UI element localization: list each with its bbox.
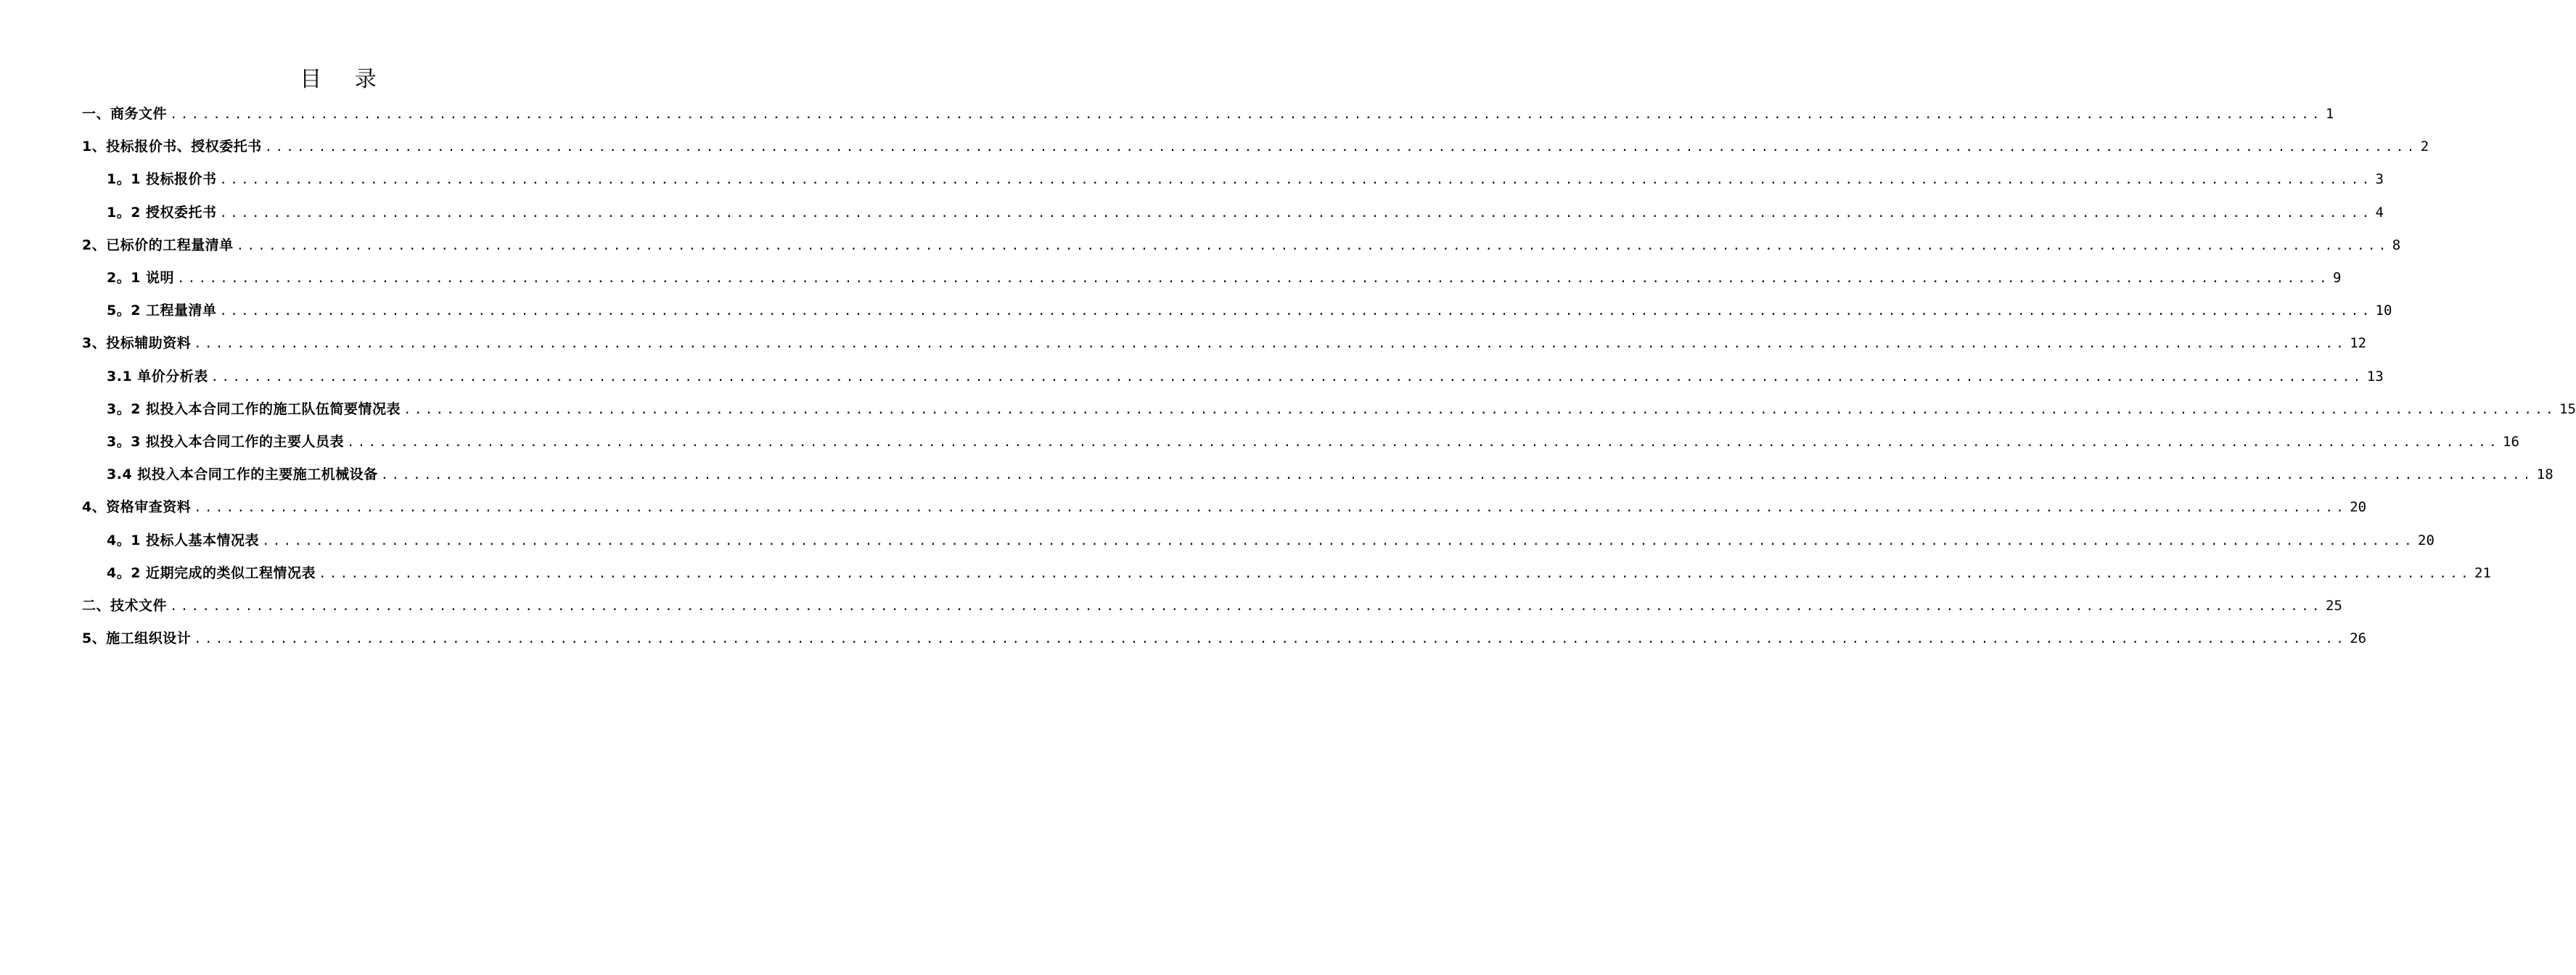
page-title: 目 录 (300, 67, 390, 92)
toc-page-number: 25 (2326, 598, 2342, 614)
toc-page-number: 20 (2418, 532, 2435, 548)
toc-entry[interactable] (107, 202, 2384, 223)
toc-entry-label: 二、技术文件 (82, 598, 168, 614)
toc-entry-label: 4。1 投标人基本情况表 (107, 532, 260, 548)
toc-dot-leader: ........................................................................................................................................................................................................ (194, 632, 2347, 647)
toc-page-number: 13 (2366, 368, 2384, 384)
toc-dot-leader: ........................................................................................................................................................................................................ (219, 173, 2373, 188)
toc-entry[interactable] (107, 168, 2384, 190)
toc-page-number: 12 (2350, 335, 2367, 352)
toc-entry-label: 3、投标辅助资料 (82, 335, 192, 352)
toc-dot-leader: ........................................................................................................................................................................................................ (264, 140, 2418, 155)
toc-page-number: 10 (2375, 303, 2392, 319)
toc-dot-leader: ........................................................................................................................................................................................................ (319, 566, 2472, 581)
toc-entry[interactable] (82, 332, 2367, 354)
toc-dot-leader: ........................................................................................................................................................................................................ (194, 501, 2347, 516)
toc-dot-leader: ........................................................................................................................................................................................................ (219, 304, 2373, 319)
toc-entry[interactable] (82, 103, 2334, 125)
toc-dot-leader: ........................................................................................................................................................................................................ (347, 435, 2501, 450)
toc-entry[interactable] (82, 136, 2429, 157)
toc-page-number: 16 (2503, 434, 2519, 450)
toc-entry[interactable] (107, 398, 2576, 420)
toc-dot-leader: ........................................................................................................................................................................................................ (170, 599, 2323, 614)
toc-entry-label: 1。1 投标报价书 (107, 171, 217, 188)
toc-page-number: 8 (2392, 236, 2401, 253)
toc-entry[interactable] (107, 562, 2491, 584)
toc-entry[interactable] (82, 628, 2367, 649)
toc-page-number: 9 (2333, 270, 2342, 286)
toc-dot-leader: ........................................................................................................................................................................................................ (380, 468, 2534, 483)
toc-entry[interactable] (107, 366, 2384, 387)
toc-entry[interactable] (82, 496, 2367, 518)
toc-page-number: 26 (2350, 630, 2367, 647)
toc-entry[interactable] (82, 234, 2401, 256)
toc-entry-label: 2。1 说明 (107, 270, 175, 286)
toc-page-number: 20 (2350, 499, 2367, 516)
toc-entry-label: 2、已标价的工程量清单 (82, 236, 234, 253)
toc-page-number: 2 (2420, 139, 2429, 155)
toc-entry-label: 3.4 拟投入本合同工作的主要施工机械设备 (107, 466, 378, 483)
toc-entry-label: 4、资格审查资料 (82, 499, 192, 516)
toc-entry[interactable] (107, 267, 2342, 289)
toc-dot-leader: ........................................................................................................................................................................................................ (262, 533, 2416, 548)
toc-dot-leader: ........................................................................................................................................................................................................ (210, 369, 2364, 384)
toc-page-number: 3 (2375, 171, 2384, 188)
toc-entry[interactable] (107, 431, 2519, 453)
toc-entry-label: 4。2 近期完成的类似工程情况表 (107, 564, 316, 581)
toc-entry[interactable] (82, 595, 2342, 617)
toc-page-number: 1 (2326, 106, 2334, 122)
toc-page-number: 18 (2536, 466, 2554, 483)
toc-entry-label: 3.1 单价分析表 (107, 368, 208, 384)
toc-dot-leader: ........................................................................................................................................................................................................ (219, 205, 2373, 221)
toc-entry-label: 3。2 拟投入本合同工作的施工队伍简要情况表 (107, 400, 401, 417)
toc-entry[interactable] (107, 530, 2435, 551)
toc-page-number: 15 (2559, 400, 2576, 417)
toc-dot-leader: ........................................................................................................................................................................................................ (170, 107, 2323, 122)
toc-entry[interactable] (107, 464, 2554, 485)
toc-dot-leader: ........................................................................................................................................................................................................ (177, 271, 2331, 286)
toc-dot-leader: ........................................................................................................................................................................................................ (403, 402, 2557, 417)
toc-entry-label: 一、商务文件 (82, 106, 168, 122)
toc-entry-label: 5、施工组织设计 (82, 630, 192, 647)
toc-entry-label: 1。2 授权委托书 (107, 204, 217, 221)
toc-entry-label: 3。3 拟投入本合同工作的主要人员表 (107, 434, 345, 450)
toc-entry[interactable] (107, 300, 2392, 321)
toc-page-number: 4 (2375, 204, 2384, 221)
toc-dot-leader: ........................................................................................................................................................................................................ (236, 238, 2390, 253)
toc-entry-label: 5。2 工程量清单 (107, 303, 217, 319)
toc-dot-leader: ........................................................................................................................................................................................................ (194, 337, 2347, 352)
toc-page-number: 21 (2474, 564, 2491, 581)
toc-entry-label: 1、投标报价书、授权委托书 (82, 139, 262, 155)
